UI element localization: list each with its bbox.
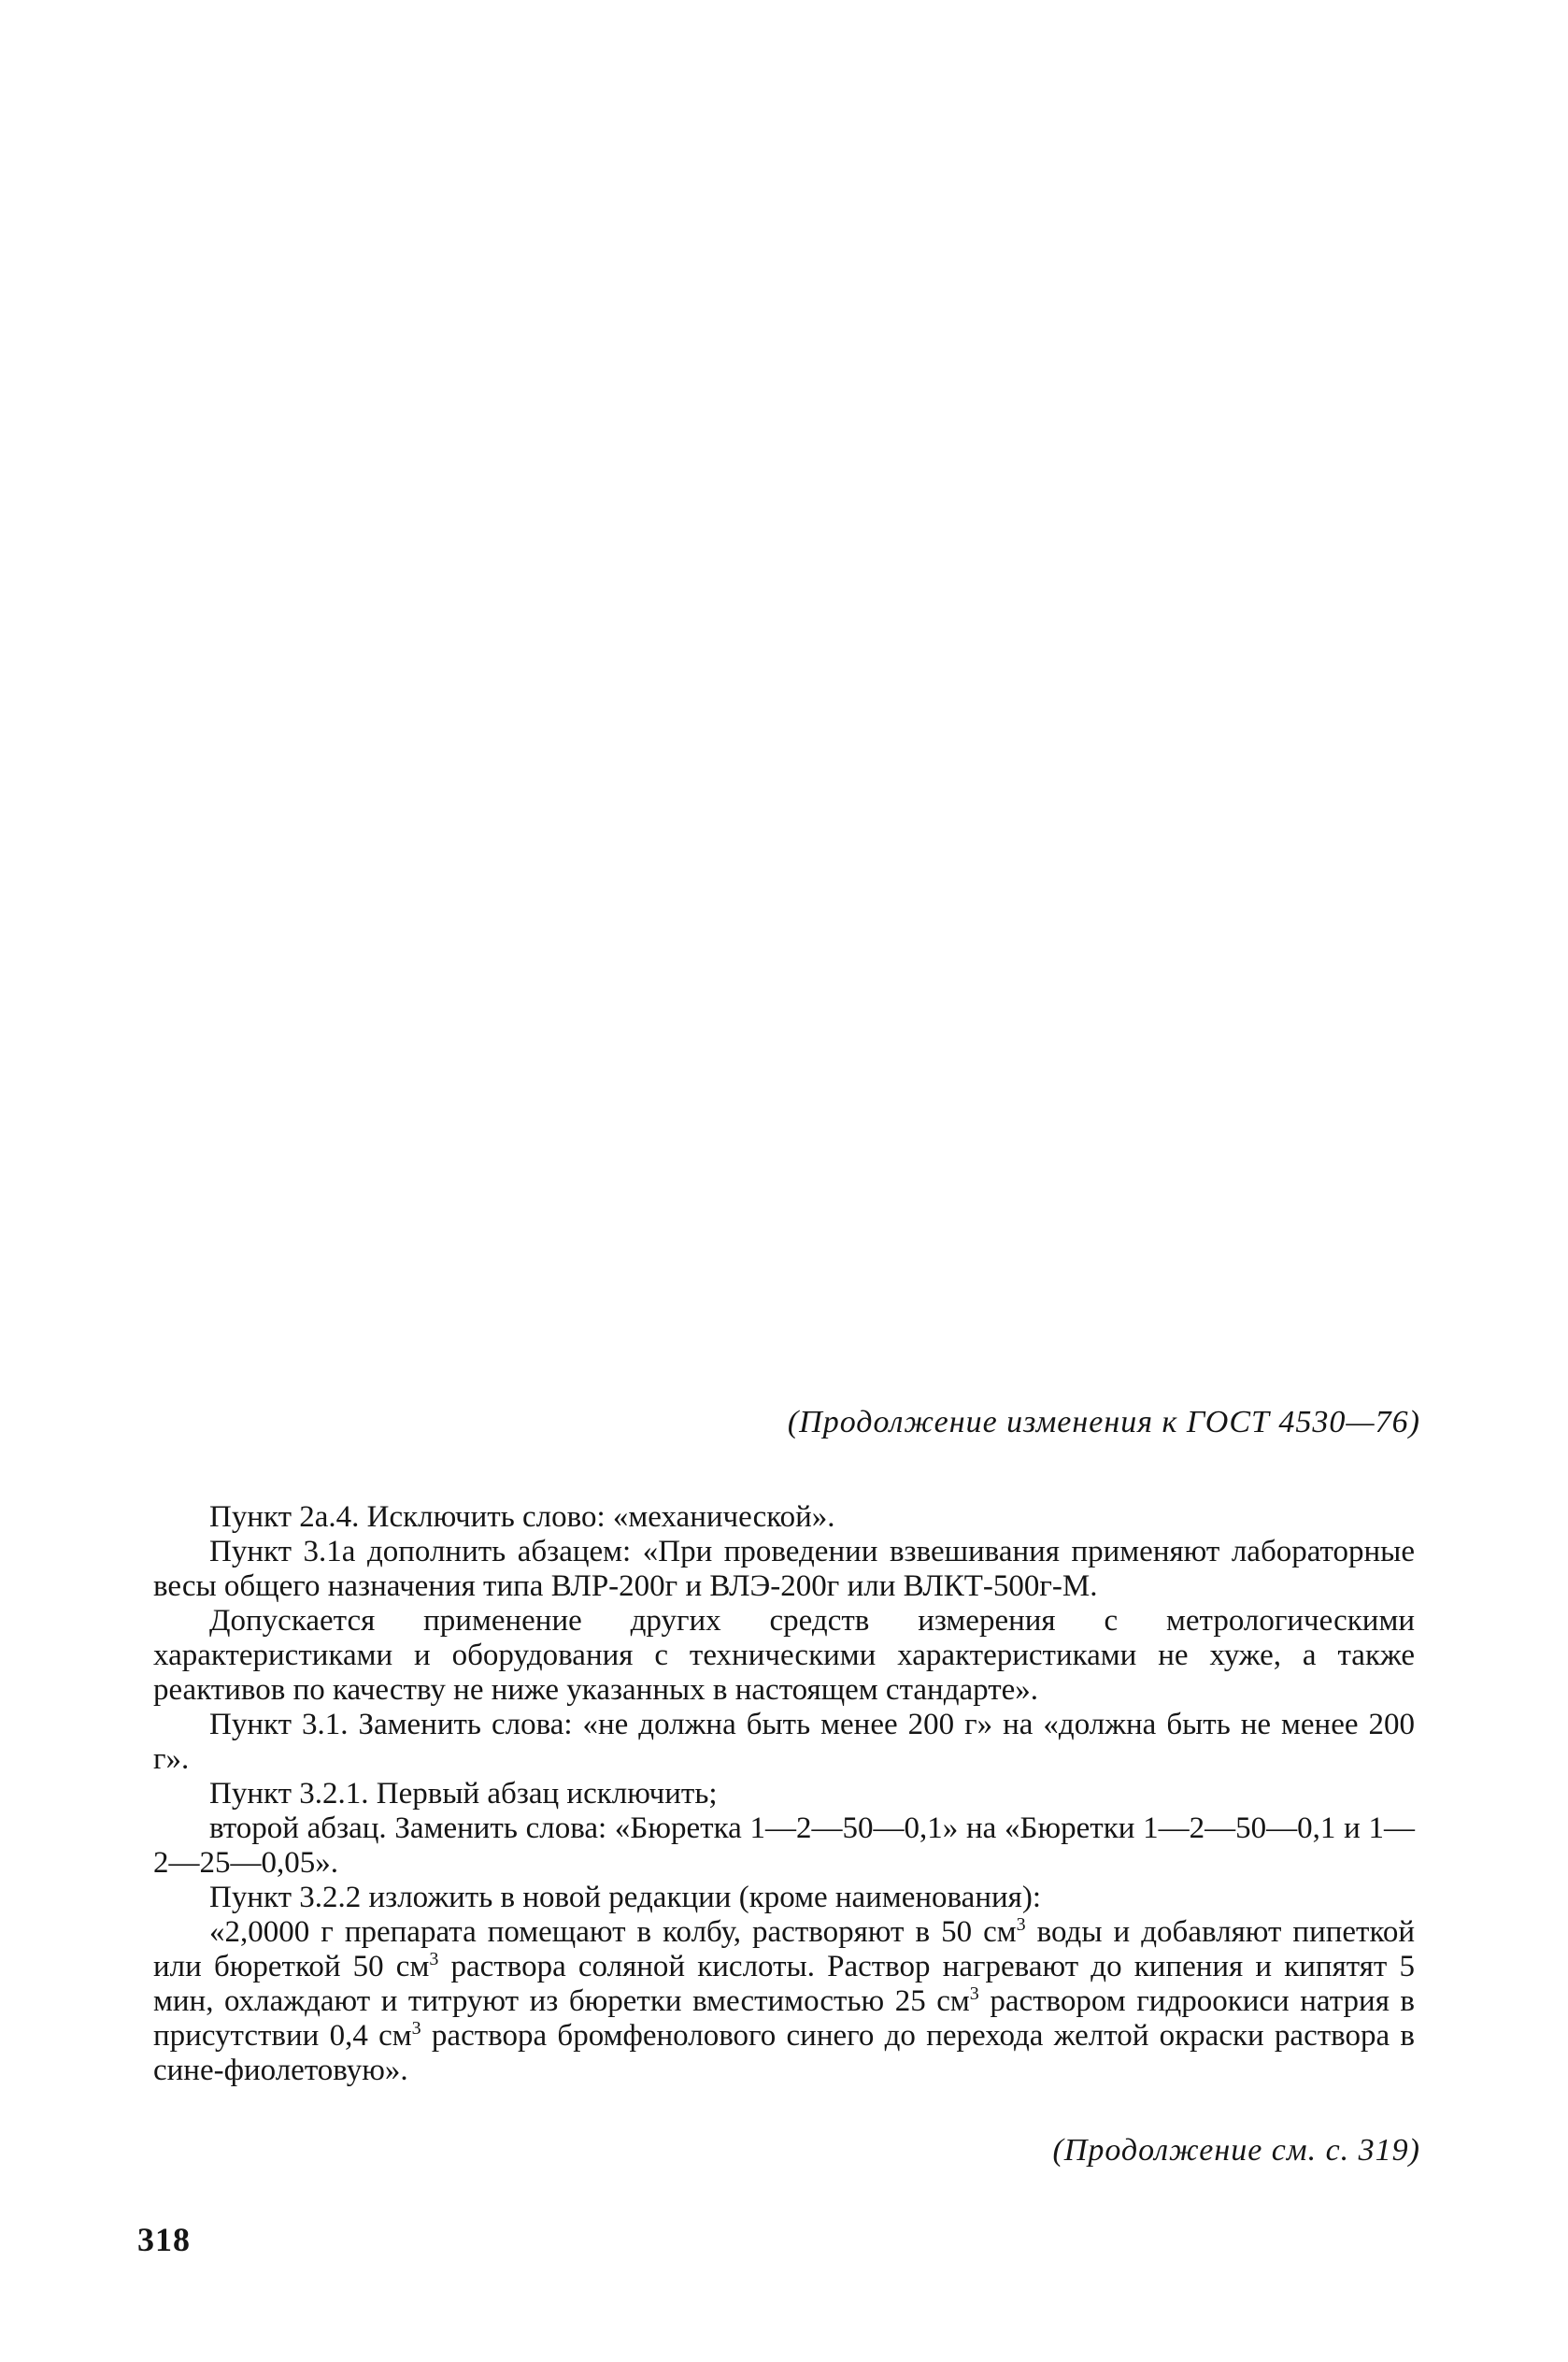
- method-text-5: раствора бромфенолового синего до перехода желтой окраски раствора в сине-фиолетовую».: [153, 2019, 1415, 2087]
- method-text-4: раствором гидроокиси натрия в присутствии 0,4 см: [153, 1984, 1415, 2053]
- continuation-header: (Продолжение изменения к ГОСТ 4530—76): [787, 1405, 1420, 1439]
- paragraph-31a: Пункт 3.1а дополнить абзацем: «При проведении взвешивания применяют лабораторные весы общего назначения типа ВЛР-200г и ВЛЭ-200г или ВЛКТ-500г-М.: [153, 1535, 1415, 1603]
- paragraph-2a4: Пункт 2а.4. Исключить слово: «механической».: [209, 1500, 835, 1534]
- paragraph-method: [153, 1915, 1415, 2088]
- superscript-3: 3: [1016, 1914, 1026, 1935]
- amendment-body: [153, 1500, 1415, 2088]
- method-text-2: воды и добавляют пипеткой или бюреткой 50 см: [153, 1915, 1415, 1983]
- superscript-3: 3: [411, 2018, 421, 2039]
- method-text-1: «2,0000 г препарата помещают в колбу, растворяют в 50 см: [209, 1915, 1017, 1949]
- page-number: 318: [137, 2221, 191, 2258]
- method-text-3: раствора соляной кислоты. Раствор нагревают до кипения и кипятят 5 мин, охлаждают и титруют из бюретки вместимостью 25 см: [153, 1950, 1415, 2018]
- paragraph-second-abzac: второй абзац. Заменить слова: «Бюретка 1—2—50—0,1» на «Бюретки 1—2—50—0,1 и 1—2—25—0,05».: [153, 1811, 1415, 1880]
- superscript-3: 3: [429, 1949, 439, 1969]
- paragraph-admission: Допускается применение других средств измерения с метрологическими характеристиками и оборудования с техническими характеристиками не хуже, а также реактивов по качеству не ниже указанных в настоящем стандарте».: [153, 1604, 1415, 1707]
- paragraph-31: Пункт 3.1. Заменить слова: «не должна быть менее 200 г» на «должна быть не менее 200 г».: [153, 1708, 1415, 1776]
- paragraph-322: Пункт 3.2.2 изложить в новой редакции (кроме наименования):: [209, 1881, 1041, 1914]
- superscript-3: 3: [969, 1983, 979, 2004]
- continuation-footer: (Продолжение см. с. 319): [1052, 2133, 1420, 2168]
- paragraph-321: Пункт 3.2.1. Первый абзац исключить;: [209, 1777, 718, 1811]
